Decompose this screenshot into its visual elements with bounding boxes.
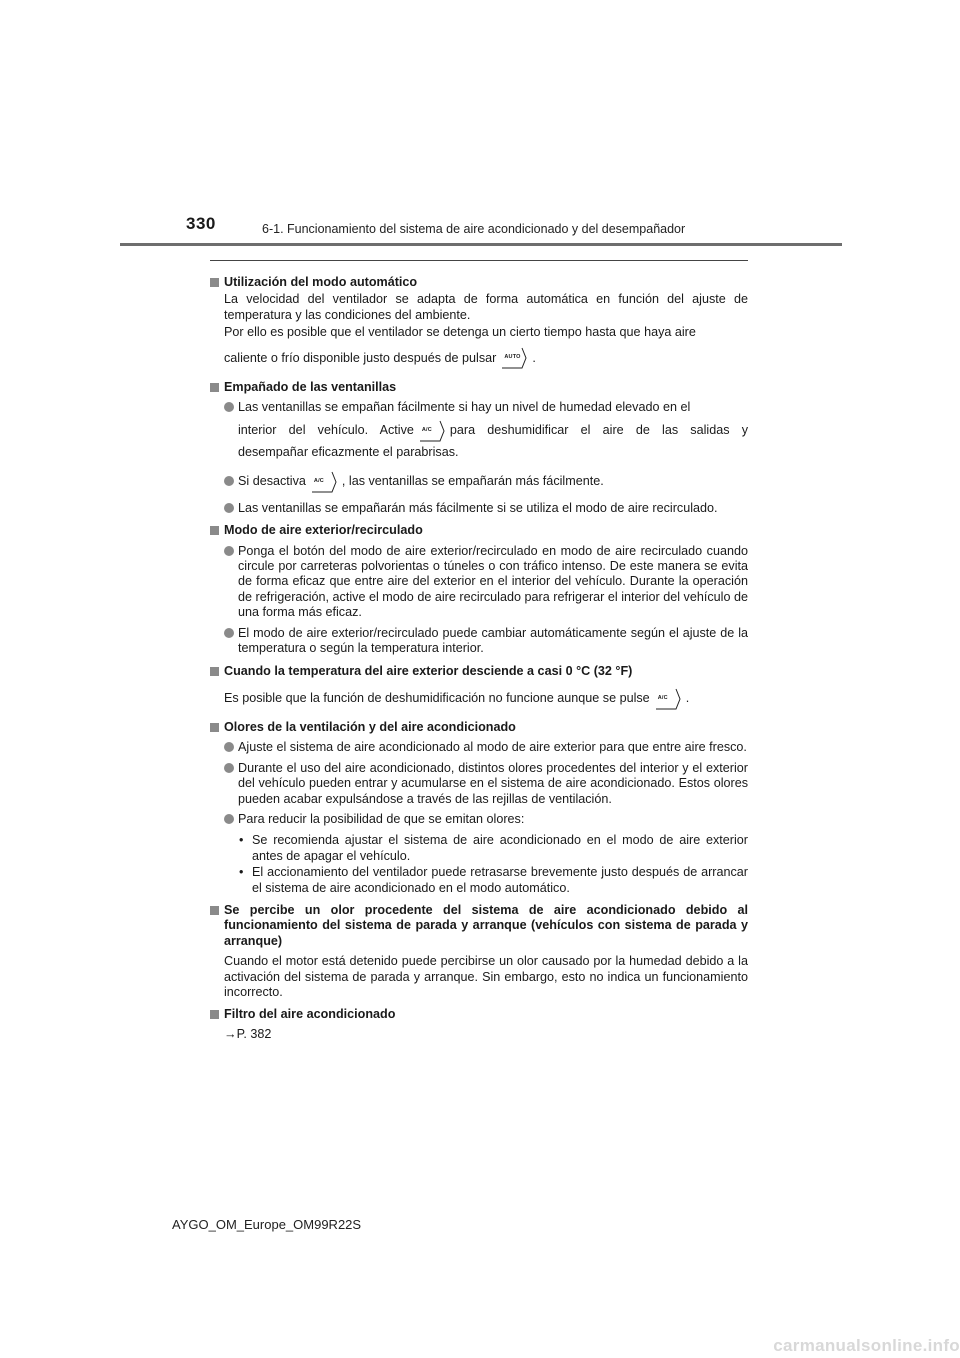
bullet-icon	[224, 742, 234, 752]
list-item	[210, 626, 748, 657]
list-item	[210, 501, 748, 516]
watermark: carmanualsonline.info	[773, 1336, 960, 1355]
section-title-stop-start-odor: Se percibe un olor procedente del sistema de aire acondicionado debido al funcionamiento del sistema de parada y arranque (vehículos con sistema de parada y arranque)	[210, 903, 748, 949]
text-span: para deshumidificar el aire de las salidas y	[449, 423, 748, 438]
text-span: Para reducir la posibilidad de que se emitan olores:	[238, 811, 525, 826]
text-span: Las ventanillas se empañarán más fácilmente si se utiliza el modo de aire recirculado.	[238, 500, 718, 515]
section-title-fogging: Empañado de las ventanillas	[210, 380, 748, 395]
text-span: El accionamiento del ventilador puede retrasarse brevemente justo después de arrancar el sistema de aire acondicionado en el modo automático.	[252, 865, 748, 895]
section-title-air-filter: Filtro del aire acondicionado	[210, 1007, 748, 1022]
ac-icon-label: A/C	[421, 427, 432, 434]
text-span: Ponga el botón del modo de aire exterior/recirculado en modo de aire recirculado cuando circule por carreteras polvorientas o túneles o con tráfico intenso. De este manera se evita de forma eficaz que entre aire del exterior en el interior del vehículo. Durante la operación de refrigeración, active el modo de aire recirculado para refrigerar el interior del vehículo de una forma más eficaz.	[238, 543, 748, 620]
page-reference: →P. 382	[224, 1026, 272, 1041]
sub-list-item	[210, 865, 748, 896]
section-rule	[210, 260, 748, 261]
bullet-icon	[224, 402, 234, 412]
footer-doc-id: AYGO_OM_Europe_OM99R22S	[172, 1217, 362, 1232]
paragraph	[210, 343, 748, 373]
sub-bullet-mark: •	[239, 833, 244, 848]
ac-button-icon	[310, 468, 338, 496]
auto-icon-label: AUTO	[504, 354, 521, 361]
ac-icon-label: A/C	[657, 694, 668, 701]
text-span: Se recomienda ajustar el sistema de aire acondicionado en el modo de aire exterior antes de apagar el vehículo.	[252, 833, 748, 863]
text-span: Si desactiva	[238, 473, 306, 488]
section-title-odors: Olores de la ventilación y del aire acondicionado	[210, 720, 748, 735]
text-span: caliente o frío disponible justo después de pulsar	[224, 350, 497, 365]
text-span: .	[532, 350, 536, 365]
ac-icon-label: A/C	[313, 477, 324, 484]
bullet-icon	[224, 763, 234, 773]
list-item	[210, 400, 748, 461]
paragraph	[210, 683, 748, 713]
bullet-icon	[224, 628, 234, 638]
text-span: .	[685, 690, 690, 705]
paragraph: Por ello es posible que el ventilador se detenga un cierto tiempo hasta que haya aire	[224, 325, 696, 340]
ac-button-icon	[654, 685, 682, 713]
list-item	[210, 812, 748, 827]
bullet-icon	[224, 814, 234, 824]
text-span: , las ventanillas se empañarán más fácilmente.	[341, 473, 604, 488]
section-title-recirculation: Modo de aire exterior/recirculado	[210, 523, 748, 538]
paragraph: Cuando el motor está detenido puede percibirse un olor causado por la humedad debido a la activación del sistema de parada y arranque. Sin embargo, esto no indica un funcionamiento incorrecto.	[224, 954, 748, 999]
section-title-auto-mode: Utilización del modo automático	[210, 275, 748, 290]
page-number: 330	[186, 214, 216, 233]
paragraph: La velocidad del ventilador se adapta de forma automática en función del ajuste de temperatura y las condiciones del ambiente.	[224, 292, 748, 322]
text-span: interior del vehículo. Active	[238, 423, 414, 438]
bullet-icon	[224, 546, 234, 556]
bullet-icon	[224, 503, 234, 513]
text-line: desempañar eficazmente el parabrisas.	[238, 445, 459, 460]
auto-button-icon	[500, 344, 528, 372]
list-item	[210, 761, 748, 807]
section-title-low-temperature: Cuando la temperatura del aire exterior desciende a casi 0 °C (32 °F)	[210, 664, 748, 679]
bullet-icon	[224, 476, 234, 486]
text-line	[238, 415, 748, 445]
ac-button-icon	[418, 417, 446, 445]
header-rule	[120, 243, 842, 246]
text-span: Ajuste el sistema de aire acondicionado al modo de aire exterior para que entre aire fresco.	[238, 740, 747, 755]
list-item	[210, 466, 748, 496]
sub-list-item	[210, 833, 748, 864]
running-head: 6-1. Funcionamiento del sistema de aire acondicionado y del desempañador	[262, 222, 686, 236]
text-span: El modo de aire exterior/recirculado puede cambiar automáticamente según el ajuste de la temperatura o según la temperatura interior.	[238, 625, 748, 656]
list-item	[210, 740, 748, 755]
text-span: Es posible que la función de deshumidificación no funcione aunque se pulse	[224, 690, 650, 705]
sub-bullet-mark: •	[239, 865, 244, 880]
list-item	[210, 544, 748, 621]
page-content	[210, 268, 748, 1042]
text-span: Durante el uso del aire acondicionado, distintos olores procedentes del interior y el exterior del vehículo pueden entrar y acumularse en el sistema de aire acondicionado. Estos olores pueden acabar expulsándose a través de las rejillas de ventilación.	[238, 760, 748, 806]
text-line: Las ventanillas se empañan fácilmente si hay un nivel de humedad elevado en el	[238, 400, 691, 415]
